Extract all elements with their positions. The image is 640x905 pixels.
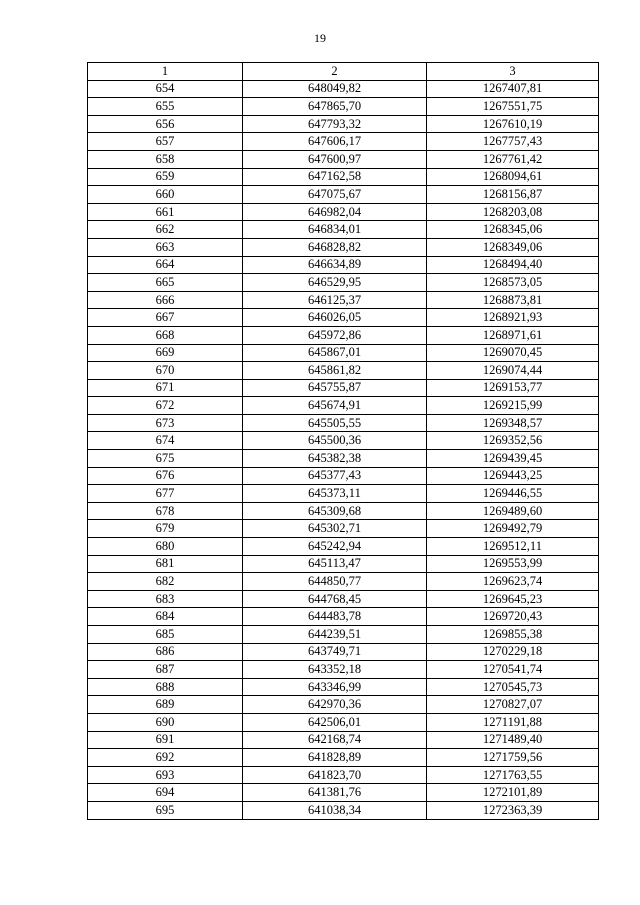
point-number-cell: 662: [88, 221, 243, 239]
y-coordinate-cell: 1269645,23: [427, 590, 599, 608]
y-coordinate-cell: 1268971,61: [427, 326, 599, 344]
x-coordinate-cell: 647162,58: [243, 168, 427, 186]
y-coordinate-cell: 1268156,87: [427, 186, 599, 204]
x-coordinate-cell: 645302,71: [243, 520, 427, 538]
table-row: [88, 414, 599, 432]
table-row: [88, 696, 599, 714]
x-coordinate-cell: 645242,94: [243, 538, 427, 556]
x-coordinate-cell: 643346,99: [243, 678, 427, 696]
table-row: [88, 801, 599, 819]
table-row: [88, 326, 599, 344]
table-row: [88, 274, 599, 292]
point-number-cell: 685: [88, 626, 243, 644]
y-coordinate-cell: 1268573,05: [427, 274, 599, 292]
point-number-cell: 660: [88, 186, 243, 204]
table-row: [88, 80, 599, 98]
table-row: [88, 168, 599, 186]
y-coordinate-cell: 1269489,60: [427, 502, 599, 520]
y-coordinate-cell: 1269348,57: [427, 414, 599, 432]
point-number-cell: 690: [88, 713, 243, 731]
y-coordinate-cell: 1267757,43: [427, 133, 599, 151]
point-number-cell: 674: [88, 432, 243, 450]
y-coordinate-cell: 1270545,73: [427, 678, 599, 696]
point-number-cell: 676: [88, 467, 243, 485]
y-coordinate-cell: 1269446,55: [427, 485, 599, 503]
y-coordinate-cell: 1268873,81: [427, 291, 599, 309]
point-number-cell: 677: [88, 485, 243, 503]
x-coordinate-cell: 645377,43: [243, 467, 427, 485]
x-coordinate-cell: 645309,68: [243, 502, 427, 520]
y-coordinate-cell: 1272363,39: [427, 801, 599, 819]
y-coordinate-cell: 1271759,56: [427, 749, 599, 767]
x-coordinate-cell: 647600,97: [243, 150, 427, 168]
x-coordinate-cell: 642506,01: [243, 713, 427, 731]
point-number-cell: 678: [88, 502, 243, 520]
point-number-cell: 683: [88, 590, 243, 608]
point-number-cell: 664: [88, 256, 243, 274]
x-coordinate-cell: 647075,67: [243, 186, 427, 204]
table-row: [88, 502, 599, 520]
y-coordinate-cell: 1268349,06: [427, 238, 599, 256]
y-coordinate-cell: 1269074,44: [427, 362, 599, 380]
point-number-cell: 659: [88, 168, 243, 186]
table-row: [88, 115, 599, 133]
table-row: [88, 766, 599, 784]
point-number-cell: 666: [88, 291, 243, 309]
x-coordinate-cell: 645867,01: [243, 344, 427, 362]
x-coordinate-cell: 647865,70: [243, 98, 427, 116]
x-coordinate-cell: 646982,04: [243, 203, 427, 221]
x-coordinate-cell: 644768,45: [243, 590, 427, 608]
point-number-cell: 668: [88, 326, 243, 344]
x-coordinate-cell: 642970,36: [243, 696, 427, 714]
table-row: [88, 397, 599, 415]
y-coordinate-cell: 1268203,08: [427, 203, 599, 221]
point-number-cell: 692: [88, 749, 243, 767]
point-number-cell: 688: [88, 678, 243, 696]
table-row: [88, 379, 599, 397]
page-number: 19: [314, 31, 326, 45]
table-row: [88, 678, 599, 696]
y-coordinate-cell: 1269512,11: [427, 538, 599, 556]
point-number-cell: 684: [88, 608, 243, 626]
column-header-x: 2: [243, 63, 427, 81]
table-row: [88, 98, 599, 116]
point-number-cell: 687: [88, 661, 243, 679]
x-coordinate-cell: 641828,89: [243, 749, 427, 767]
point-number-cell: 679: [88, 520, 243, 538]
point-number-cell: 671: [88, 379, 243, 397]
point-number-cell: 689: [88, 696, 243, 714]
table-row: [88, 731, 599, 749]
x-coordinate-cell: 645113,47: [243, 555, 427, 573]
x-coordinate-cell: 645674,91: [243, 397, 427, 415]
point-number-cell: 681: [88, 555, 243, 573]
y-coordinate-cell: 1269553,99: [427, 555, 599, 573]
table-row: [88, 555, 599, 573]
y-coordinate-cell: 1267610,19: [427, 115, 599, 133]
table-row: [88, 520, 599, 538]
y-coordinate-cell: 1269720,43: [427, 608, 599, 626]
y-coordinate-cell: 1268094,61: [427, 168, 599, 186]
table-header-row: [88, 63, 599, 81]
point-number-cell: 695: [88, 801, 243, 819]
x-coordinate-cell: 646828,82: [243, 238, 427, 256]
point-number-cell: 665: [88, 274, 243, 292]
x-coordinate-cell: 647606,17: [243, 133, 427, 151]
y-coordinate-cell: 1271489,40: [427, 731, 599, 749]
x-coordinate-cell: 644483,78: [243, 608, 427, 626]
column-header-point-number: 1: [88, 63, 243, 81]
x-coordinate-cell: 645382,38: [243, 450, 427, 468]
y-coordinate-cell: 1271763,55: [427, 766, 599, 784]
x-coordinate-cell: 645500,36: [243, 432, 427, 450]
y-coordinate-cell: 1269439,45: [427, 450, 599, 468]
y-coordinate-cell: 1269623,74: [427, 573, 599, 591]
table-row: [88, 450, 599, 468]
y-coordinate-cell: 1269492,79: [427, 520, 599, 538]
y-coordinate-cell: 1269215,99: [427, 397, 599, 415]
table-row: [88, 749, 599, 767]
x-coordinate-cell: 647793,32: [243, 115, 427, 133]
x-coordinate-cell: 646634,89: [243, 256, 427, 274]
x-coordinate-cell: 646529,95: [243, 274, 427, 292]
table-row: [88, 186, 599, 204]
point-number-cell: 672: [88, 397, 243, 415]
table-row: [88, 467, 599, 485]
point-number-cell: 663: [88, 238, 243, 256]
y-coordinate-cell: 1269070,45: [427, 344, 599, 362]
point-number-cell: 667: [88, 309, 243, 327]
x-coordinate-cell: 641038,34: [243, 801, 427, 819]
y-coordinate-cell: 1271191,88: [427, 713, 599, 731]
point-number-cell: 657: [88, 133, 243, 151]
x-coordinate-cell: 643749,71: [243, 643, 427, 661]
x-coordinate-cell: 646026,05: [243, 309, 427, 327]
point-number-cell: 673: [88, 414, 243, 432]
y-coordinate-cell: 1267551,75: [427, 98, 599, 116]
point-number-cell: 661: [88, 203, 243, 221]
table-row: [88, 538, 599, 556]
table-row: [88, 713, 599, 731]
table-body: [88, 80, 599, 819]
x-coordinate-cell: 645972,86: [243, 326, 427, 344]
point-number-cell: 654: [88, 80, 243, 98]
table-row: [88, 661, 599, 679]
table-row: [88, 133, 599, 151]
table-row: [88, 784, 599, 802]
y-coordinate-cell: 1270827,07: [427, 696, 599, 714]
x-coordinate-cell: 646834,01: [243, 221, 427, 239]
y-coordinate-cell: 1269352,56: [427, 432, 599, 450]
table-row: [88, 203, 599, 221]
coordinates-table: [87, 62, 599, 820]
x-coordinate-cell: 644850,77: [243, 573, 427, 591]
table-row: [88, 573, 599, 591]
point-number-cell: 694: [88, 784, 243, 802]
x-coordinate-cell: 645861,82: [243, 362, 427, 380]
y-coordinate-cell: 1268494,40: [427, 256, 599, 274]
point-number-cell: 693: [88, 766, 243, 784]
table-row: [88, 608, 599, 626]
column-header-y: 3: [427, 63, 599, 81]
table-row: [88, 238, 599, 256]
y-coordinate-cell: 1270541,74: [427, 661, 599, 679]
table-row: [88, 256, 599, 274]
table-row: [88, 362, 599, 380]
x-coordinate-cell: 642168,74: [243, 731, 427, 749]
y-coordinate-cell: 1272101,89: [427, 784, 599, 802]
point-number-cell: 686: [88, 643, 243, 661]
table-row: [88, 291, 599, 309]
x-coordinate-cell: 641381,76: [243, 784, 427, 802]
table-row: [88, 590, 599, 608]
y-coordinate-cell: 1267407,81: [427, 80, 599, 98]
table-row: [88, 221, 599, 239]
point-number-cell: 655: [88, 98, 243, 116]
y-coordinate-cell: 1269443,25: [427, 467, 599, 485]
table-row: [88, 643, 599, 661]
point-number-cell: 682: [88, 573, 243, 591]
point-number-cell: 691: [88, 731, 243, 749]
x-coordinate-cell: 646125,37: [243, 291, 427, 309]
y-coordinate-cell: 1268921,93: [427, 309, 599, 327]
x-coordinate-cell: 645373,11: [243, 485, 427, 503]
table-row: [88, 344, 599, 362]
point-number-cell: 675: [88, 450, 243, 468]
x-coordinate-cell: 644239,51: [243, 626, 427, 644]
table-row: [88, 309, 599, 327]
x-coordinate-cell: 645755,87: [243, 379, 427, 397]
x-coordinate-cell: 645505,55: [243, 414, 427, 432]
y-coordinate-cell: 1269153,77: [427, 379, 599, 397]
point-number-cell: 656: [88, 115, 243, 133]
table-row: [88, 626, 599, 644]
point-number-cell: 670: [88, 362, 243, 380]
y-coordinate-cell: 1269855,38: [427, 626, 599, 644]
x-coordinate-cell: 648049,82: [243, 80, 427, 98]
table-row: [88, 150, 599, 168]
table-row: [88, 485, 599, 503]
y-coordinate-cell: 1267761,42: [427, 150, 599, 168]
point-number-cell: 669: [88, 344, 243, 362]
point-number-cell: 658: [88, 150, 243, 168]
table-row: [88, 432, 599, 450]
y-coordinate-cell: 1270229,18: [427, 643, 599, 661]
x-coordinate-cell: 643352,18: [243, 661, 427, 679]
point-number-cell: 680: [88, 538, 243, 556]
x-coordinate-cell: 641823,70: [243, 766, 427, 784]
y-coordinate-cell: 1268345,06: [427, 221, 599, 239]
